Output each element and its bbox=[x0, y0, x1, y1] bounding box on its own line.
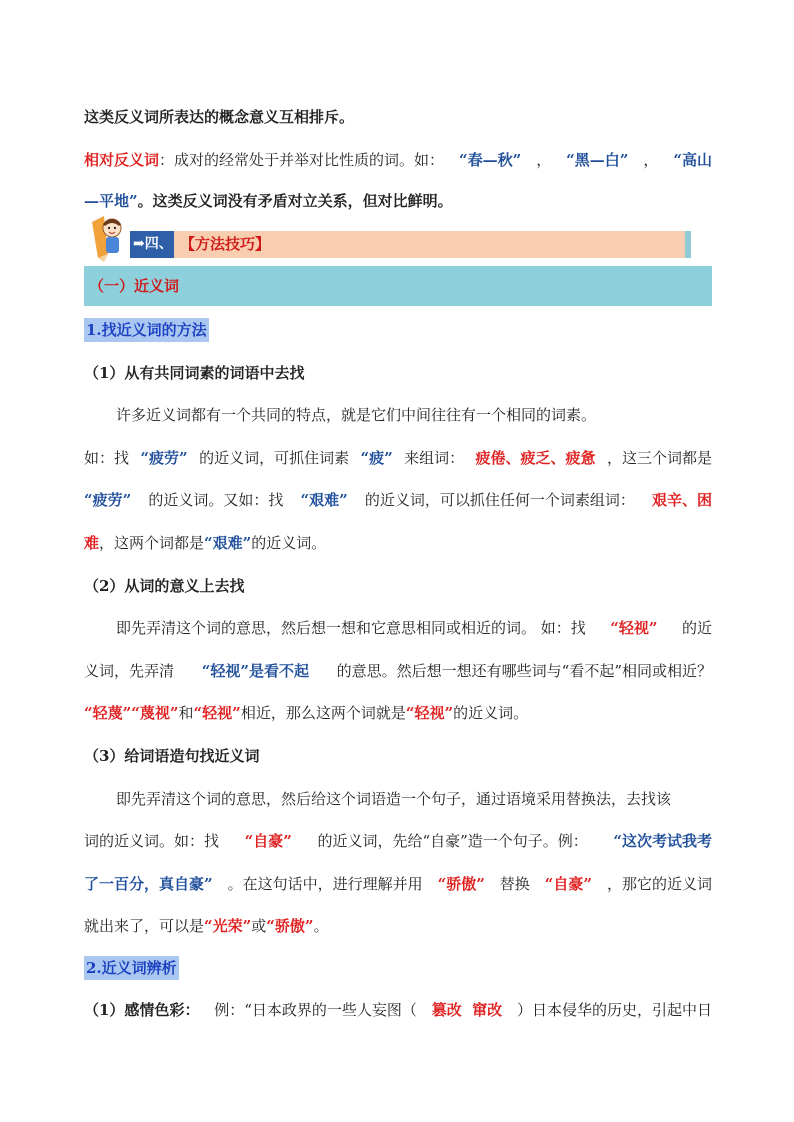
banner-title: 【方法技巧】 bbox=[180, 235, 271, 253]
text-line: “轻蔑”“蔑视”和“轻视”相近，那么这两个词就是“轻视”的近义词。 bbox=[84, 704, 529, 722]
paragraph-relative-antonym-cont: —平地”。这类反义词没有矛盾对立关系，但对比鲜明。 bbox=[84, 192, 453, 210]
term-relative-antonym: 相对反义词 bbox=[84, 151, 160, 169]
heading-find-synonyms: 1.找近义词的方法 bbox=[84, 318, 209, 342]
text-line: 即先弄清这个词的意思，然后给这个词语造一个句子，通过语境采用替换法，去找该 bbox=[116, 790, 672, 808]
example-mountain-start: “高山 bbox=[673, 151, 712, 169]
section-title: （一）近义词 bbox=[89, 277, 180, 295]
subheading-make-sentence: （3）给词语造句找近义词 bbox=[84, 747, 260, 765]
text-line: 难，这两个词都是“艰难”的近义词。 bbox=[84, 534, 327, 552]
text-line: （1）感情色彩： 例：“日本政界的一些人妄图（ 篡改 窜改 ）日本侵华的历史，引起中日 bbox=[84, 1001, 712, 1019]
example-spring-autumn: “春—秋” bbox=[458, 151, 522, 169]
text-line: 即先弄清这个词的意思，然后想一想和它意思相同或相近的词。 如：找 “轻视” 的近 bbox=[116, 619, 712, 637]
section-bar-synonyms bbox=[84, 266, 712, 306]
subheading-common-morpheme: （1）从有共同词素的词语中去找 bbox=[84, 364, 305, 382]
banner-tab: ➡四、 bbox=[130, 231, 174, 258]
text-line: 了一百分，真自豪” 。在这句话中，进行理解并用 “骄傲” 替换 “自豪” ，那它的近义词 bbox=[84, 875, 712, 893]
text-line: “疲劳” 的近义词。又如：找 “艰难” 的近义词，可以抓住任何一个词素组词： 艰辛、困 bbox=[84, 491, 712, 509]
text-line: 就出来了，可以是“光荣”或“骄傲”。 bbox=[84, 917, 329, 935]
section-banner bbox=[130, 231, 691, 258]
text-line: 义词，先弄清 “轻视”是看不起 的意思。然后想一想还有哪些词与“看不起”相同或相近？ bbox=[84, 662, 712, 680]
example-mountain-end: —平地” bbox=[84, 192, 138, 210]
text-line: 许多近义词都有一个共同的特点，就是它们中间往往有一个相同的词素。 bbox=[116, 406, 597, 424]
text-line: 如：找 “疲劳” 的近义词，可抓住词素 “疲” 来组词： 疲倦、疲乏、疲惫 ，这三个词都是 bbox=[84, 449, 712, 467]
text-line: 词的近义词。如：找 “自豪” 的近义词，先给“自豪”造一个句子。例： “这次考试我考 bbox=[84, 832, 712, 850]
example-black-white: “黑—白” bbox=[566, 151, 629, 169]
paragraph-relative-antonym: 相对反义词：成对的经常处于并举对比性质的词。如： “春—秋” ， “黑—白” ， “高山 bbox=[84, 151, 712, 169]
paragraph-antonym-exclusive: 这类反义词所表达的概念意义互相排斥。 bbox=[84, 108, 355, 126]
heading-synonym-analysis: 2.近义词辨析 bbox=[84, 956, 179, 980]
pencil-character-icon bbox=[82, 212, 126, 262]
subheading-word-meaning: （2）从词的意义上去找 bbox=[84, 577, 245, 595]
